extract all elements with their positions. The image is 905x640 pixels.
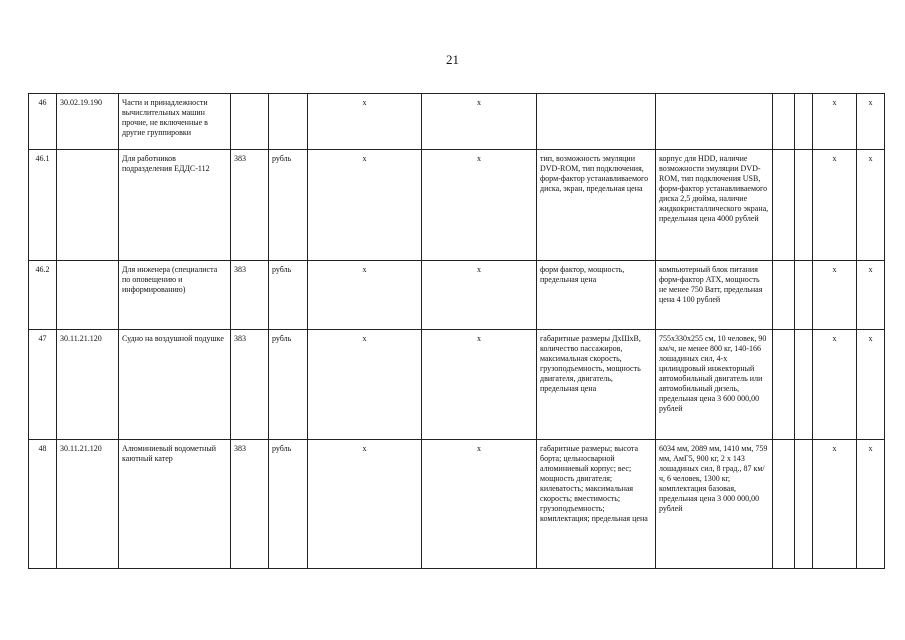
value-cell	[656, 94, 773, 150]
okei-code	[231, 94, 269, 150]
approved-requirements-cell: x	[308, 94, 422, 150]
okpd2-code: 30.11.21.120	[57, 440, 119, 569]
function-cell: x	[857, 94, 885, 150]
narrow-empty-cell	[773, 330, 795, 440]
function-cell: x	[857, 261, 885, 330]
okpd2-code	[57, 150, 119, 261]
narrow-empty-cell	[773, 94, 795, 150]
justification-cell: x	[813, 330, 857, 440]
narrow-empty-cell	[795, 440, 813, 569]
justification-cell: x	[813, 440, 857, 569]
row-number: 48	[29, 440, 57, 569]
okei-code: 383	[231, 440, 269, 569]
value-cell: 755x330x255 см, 10 человек, 90 км/ч, не менее 800 кг, 140-166 лошадиных сил, 4-х цилиндровый инжекторный автомобильный двигатель или автомобильный дизель, предельная цена 3 600 000,00 рублей	[656, 330, 773, 440]
justification-cell: x	[813, 94, 857, 150]
item-name: Для инженера (специалиста по оповещению и информированию)	[119, 261, 231, 330]
row-number: 47	[29, 330, 57, 440]
approved-values-cell: x	[422, 94, 537, 150]
characteristic-cell: габаритные размеры; высота борта; цельносварной алюминиевый корпус; вес; мощность двигателя; килеватость; максимальная скорость; вместимость; грузоподъемность; комплектация; предельная цена	[537, 440, 656, 569]
approved-values-cell: x	[422, 150, 537, 261]
narrow-empty-cell	[795, 150, 813, 261]
specification-table	[28, 93, 885, 569]
unit-name: рубль	[269, 150, 308, 261]
narrow-empty-cell	[795, 94, 813, 150]
narrow-empty-cell	[773, 150, 795, 261]
table-row	[29, 440, 885, 569]
unit-name: рубль	[269, 440, 308, 569]
value-cell: корпус для HDD, наличие возможности эмуляции DVD-ROM, тип подключения USB, форм-фактор устанавливаемого диска 2,5 дюйма, наличие жидкокристаллического экрана, предельная цена 4000 рублей	[656, 150, 773, 261]
characteristic-cell: габаритные размеры ДхШхВ, количество пассажиров, максимальная скорость, грузоподъемность, мощность двигателя, двигатель, предельная цена	[537, 330, 656, 440]
item-name: Для работников подразделения ЕДДС-112	[119, 150, 231, 261]
table-row	[29, 94, 885, 150]
unit-name: рубль	[269, 330, 308, 440]
item-name: Алюминиевый водометный каютный катер	[119, 440, 231, 569]
okpd2-code: 30.02.19.190	[57, 94, 119, 150]
table-row	[29, 330, 885, 440]
value-cell: компьютерный блок питания форм-фактор ATX, мощность не менее 750 Ватт, предельная цена 4 100 рублей	[656, 261, 773, 330]
approved-requirements-cell: x	[308, 261, 422, 330]
item-name: Судно на воздушной подушке	[119, 330, 231, 440]
characteristic-cell: форм фактор, мощность, предельная цена	[537, 261, 656, 330]
row-number: 46.1	[29, 150, 57, 261]
justification-cell: x	[813, 150, 857, 261]
value-cell: 6034 мм, 2089 мм, 1410 мм, 759 мм, АмГ5, 900 кг, 2 x 143 лошадиных сил, 8 град., 87 км/ч, 6 человек, 1300 кг, комплектация базовая, предельная цена 3 000 000,00 рублей	[656, 440, 773, 569]
narrow-empty-cell	[773, 440, 795, 569]
approved-requirements-cell: x	[308, 150, 422, 261]
table-row	[29, 261, 885, 330]
item-name: Части и принадлежности вычислительных машин прочие, не включенные в другие группировки	[119, 94, 231, 150]
row-number: 46.2	[29, 261, 57, 330]
okei-code: 383	[231, 330, 269, 440]
okei-code: 383	[231, 261, 269, 330]
function-cell: x	[857, 440, 885, 569]
page-number: 21	[446, 52, 459, 67]
unit-name	[269, 94, 308, 150]
approved-values-cell: x	[422, 330, 537, 440]
characteristic-cell	[537, 94, 656, 150]
approved-values-cell: x	[422, 261, 537, 330]
approved-requirements-cell: x	[308, 330, 422, 440]
narrow-empty-cell	[795, 330, 813, 440]
approved-values-cell: x	[422, 440, 537, 569]
row-number: 46	[29, 94, 57, 150]
okpd2-code: 30.11.21.120	[57, 330, 119, 440]
approved-requirements-cell: x	[308, 440, 422, 569]
characteristic-cell: тип, возможность эмуляции DVD-ROM, тип подключения, форм-фактор устанавливаемого диска, экран, предельная цена	[537, 150, 656, 261]
narrow-empty-cell	[795, 261, 813, 330]
table-row	[29, 150, 885, 261]
unit-name: рубль	[269, 261, 308, 330]
okei-code: 383	[231, 150, 269, 261]
narrow-empty-cell	[773, 261, 795, 330]
function-cell: x	[857, 150, 885, 261]
okpd2-code	[57, 261, 119, 330]
justification-cell: x	[813, 261, 857, 330]
function-cell: x	[857, 330, 885, 440]
